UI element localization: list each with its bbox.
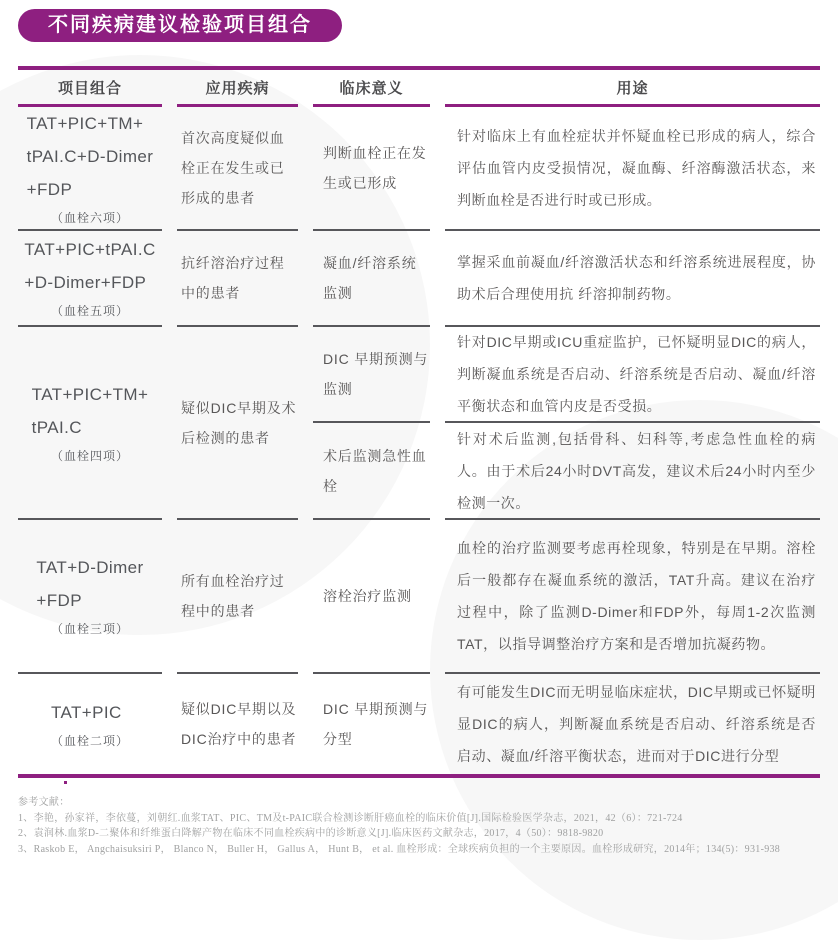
combo-note: （血栓六项）	[50, 210, 129, 225]
title-banner	[18, 9, 342, 42]
table-cell-meaning: 凝血/纤溶系统监测	[313, 231, 430, 327]
table-cell-usage: 血栓的治疗监测要考虑再栓现象，特别是在早期。溶栓后一般都存在凝血系统的激活，TAT升高。建议在治疗过程中，除了监测D-Dimer和FDP外，每周1-2次监测TAT，以指导调整治疗方案和是否增加抗凝药物。	[445, 520, 820, 674]
combo-block	[51, 696, 129, 753]
table-cell-usage: 掌握采血前凝血/纤溶激活状态和纤溶系统进展程度，协助术后合理使用抗 纤溶抑制药物。	[445, 231, 820, 327]
references-title: 参考文献：	[18, 797, 70, 808]
combo-line: TAT+PIC+TM+	[31, 384, 149, 404]
reference-item: 3、Raskob E， Angchaisuksiri P， Blanco N， Buller H， Gallus A， Hunt B， et al. 血栓形成：全球疾病负担的一个主要原因。血栓形成研究，2014年；134(5)：931-938	[18, 843, 781, 855]
table-cell-combo	[18, 231, 162, 327]
table-cell-disease: 疑似DIC早期以及DIC治疗中的患者	[181, 701, 297, 747]
column-header-usage: 用途	[445, 70, 820, 107]
combo-block	[36, 551, 143, 641]
table-cell-meaning: DIC 早期预测与分型	[323, 701, 429, 747]
table-cell-usage: 针对DIC早期或ICU重症监护，已怀疑明显DIC的病人，判断凝血系统是否启动、纤溶系统是否启动、凝血/纤溶平衡状态和血管内皮是否受损。	[445, 327, 820, 423]
combo-block	[27, 107, 154, 230]
table-cell-meaning: 判断血栓正在发生或已形成	[313, 107, 430, 231]
combo-note: （血栓二项）	[50, 733, 129, 748]
table-cell-combo	[18, 327, 162, 520]
column-header-disease: 应用疾病	[177, 70, 298, 107]
reference-item: 2、袁润林.血浆D-二聚体和纤维蛋白降解产物在临床不同血栓疾病中的诊断意义[J].临床医药文献杂志，2017，4（50）：9818-9820	[18, 828, 604, 839]
test-combination-table	[18, 66, 820, 778]
combo-line: TAT+D-Dimer	[36, 558, 144, 577]
table-cell-usage: 有可能发生DIC而无明显临床症状，DIC早期或已怀疑明显DIC的病人，判断凝血系统是否启动、纤溶系统是否启动、凝血/纤溶平衡状态，进而对于DIC进行分型	[457, 684, 816, 764]
combo-line: tPAI.C+D-Dimer	[26, 146, 154, 166]
page-title: 不同疾病建议检验项目组合	[48, 14, 312, 36]
combo-line: TAT+PIC+TM+	[26, 113, 144, 133]
combo-note: （血栓三项）	[50, 622, 129, 636]
table-cell-meaning: 溶栓治疗监测	[313, 520, 430, 674]
reference-item: 1、李艳，孙家祥，李依蔓，刘朝红.血浆TAT、PIC、TM及t-PAIC联合检测诊断肝癌血栓的临床价值[J].国际检验医学杂志，2021，42（6）：721-724	[18, 812, 683, 824]
combo-note: （血栓四项）	[50, 448, 129, 463]
column-header-combo: 项目组合	[18, 70, 162, 107]
combo-note: （血栓五项）	[50, 304, 129, 318]
table-cell-disease: 抗纤溶治疗过程中的患者	[177, 231, 298, 327]
column-header-meaning: 临床意义	[313, 70, 430, 107]
combo-line: +FDP	[26, 179, 73, 199]
table-cell-usage: 针对术后监测,包括骨科、妇科等,考虑急性血栓的病人。由于术后24小时DVT高发，建议术后24小时内至少检测一次。	[445, 423, 820, 520]
combo-block	[32, 378, 149, 468]
table-cell-disease: 所有血栓治疗过程中的患者	[177, 520, 298, 674]
combo-line: +D-Dimer+FDP	[24, 273, 147, 292]
table-grid	[18, 66, 820, 778]
combo-line: TAT+PIC+tPAI.C	[24, 240, 156, 259]
table-cell-combo	[18, 107, 162, 231]
table-cell-disease: 首次高度疑似血栓正在发生或已形成的患者	[177, 107, 298, 231]
combo-block	[24, 233, 155, 323]
combo-line: +FDP	[36, 591, 82, 610]
table-cell-combo	[18, 674, 162, 774]
combo-line: tPAI.C	[31, 417, 82, 437]
references	[18, 795, 822, 857]
table-cell-meaning: 术后监测急性血栓	[313, 423, 430, 520]
footnote-dot	[64, 781, 67, 784]
combo-line: TAT+PIC	[50, 702, 122, 722]
table-cell-disease: 疑似DIC早期及术后检测的患者	[177, 327, 298, 520]
table-cell-combo	[18, 520, 162, 674]
table-cell-meaning: DIC 早期预测与监测	[313, 327, 430, 423]
table-cell-usage: 针对临床上有血栓症状并怀疑血栓已形成的病人，综合评估血管内皮受损情况，凝血酶、纤溶酶激活状态，来判断血栓是否进行时或已形成。	[445, 107, 820, 231]
